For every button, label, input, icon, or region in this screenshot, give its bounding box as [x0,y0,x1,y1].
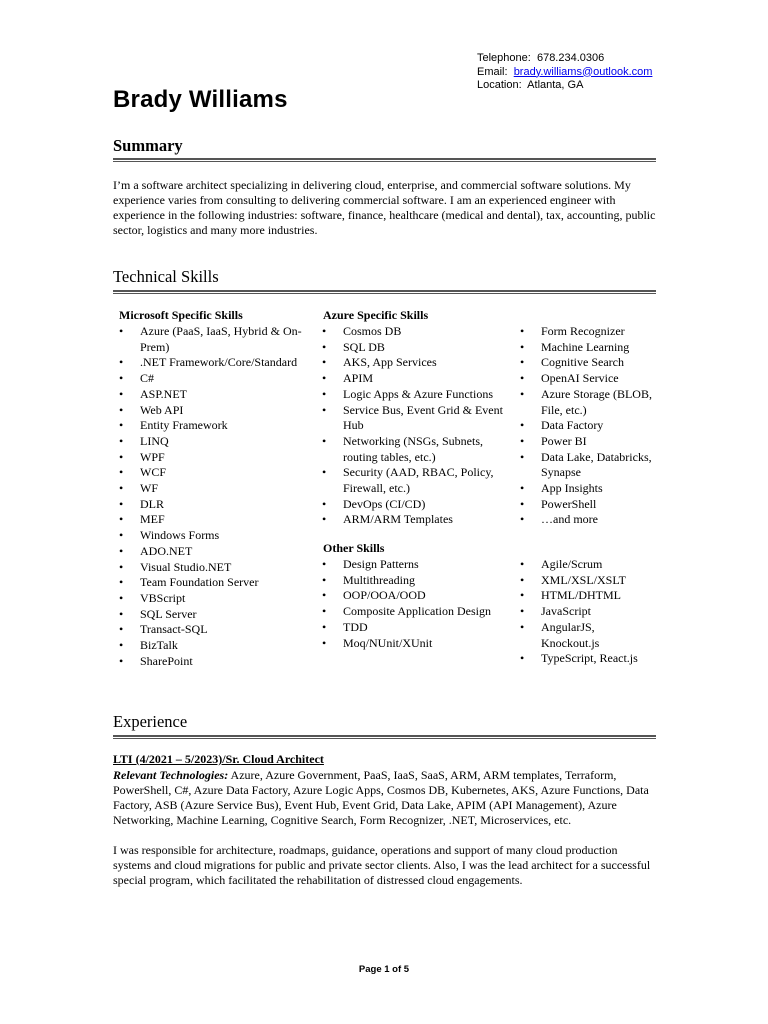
microsoft-skill-item: • WCF [117,465,312,481]
technical-skills-heading: Technical Skills [113,267,219,286]
telephone-line: Telephone: 678.234.0306 [477,52,605,64]
microsoft-skill-item: • DLR [117,497,312,513]
other-skill-item: • Agile/Scrum [518,557,648,573]
azure-skills-list-1 [320,324,510,528]
azure-skill-item: • App Insights [518,481,658,497]
microsoft-skill-item: • SQL Server [117,607,312,623]
job-title: LTI (4/2021 – 5/2023)/Sr. Cloud Architect [113,752,324,766]
azure-skill-item: • AKS, App Services [320,355,510,371]
microsoft-skill-item: • C# [117,371,312,387]
microsoft-skill-item: • ADO.NET [117,544,312,560]
relevant-technologies [113,768,658,828]
relevant-technologies-label: Relevant Technologies: [113,768,229,782]
other-skill-item: • TDD [320,620,515,636]
azure-skill-item: • Cognitive Search [518,355,658,371]
other-skill-item: • HTML/DHTML [518,588,648,604]
other-skills-list-1 [320,557,515,651]
page-number: Page 1 of 5 [358,964,410,975]
summary-divider [113,158,656,162]
azure-skill-item: • Logic Apps & Azure Functions [320,387,510,403]
microsoft-skill-item: • WPF [117,450,312,466]
azure-skill-item: • DevOps (CI/CD) [320,497,510,513]
other-skills-title: Other Skills [323,541,385,555]
other-skill-item: • Moq/NUnit/XUnit [320,636,515,652]
microsoft-skill-item: • Web API [117,403,312,419]
azure-skill-item: • Cosmos DB [320,324,510,340]
azure-skill-item: • Form Recognizer [518,324,658,340]
microsoft-skill-item: • Visual Studio.NET [117,560,312,576]
azure-skill-item: • SQL DB [320,340,510,356]
azure-skill-item: • Machine Learning [518,340,658,356]
other-skill-item: • Multithreading [320,573,515,589]
microsoft-skill-item: • .NET Framework/Core/Standard [117,355,312,371]
azure-skill-item: • Service Bus, Event Grid & Event Hub [320,403,510,434]
azure-skill-item: • Azure Storage (BLOB, File, etc.) [518,387,658,418]
azure-skills-list-2 [518,324,658,528]
azure-skill-item: • OpenAI Service [518,371,658,387]
other-skill-item: • Design Patterns [320,557,515,573]
microsoft-skill-item: • Entity Framework [117,418,312,434]
contact-block [477,52,652,93]
microsoft-skill-item: • WF [117,481,312,497]
other-skill-item: • JavaScript [518,604,648,620]
azure-skills-title: Azure Specific Skills [323,308,429,322]
email-line: Email: brady.williams@outlook.com [477,65,653,78]
experience-heading: Experience [113,712,188,731]
other-skills-list-2 [518,557,648,667]
candidate-name: Brady Williams [113,86,288,113]
skills-divider [113,290,656,294]
azure-skill-item: • PowerShell [518,497,658,513]
microsoft-skill-item: • Windows Forms [117,528,312,544]
microsoft-skill-item: • Team Foundation Server [117,575,312,591]
azure-skill-item: • ARM/ARM Templates [320,512,510,528]
microsoft-skills-list [117,324,312,669]
other-skill-item: • TypeScript, React.js [518,651,648,667]
microsoft-skill-item: • ASP.NET [117,387,312,403]
microsoft-skill-item: • Transact-SQL [117,622,312,638]
azure-skill-item: • Power BI [518,434,658,450]
microsoft-skill-item: • BizTalk [117,638,312,654]
experience-divider [113,735,656,739]
email-link[interactable]: brady.williams@outlook.com [513,65,653,78]
azure-skill-item: • APIM [320,371,510,387]
azure-skill-item: • …and more [518,512,658,528]
location-value: Atlanta, GA [527,79,584,91]
azure-skill-item: • Data Factory [518,418,658,434]
microsoft-skill-item: • SharePoint [117,654,312,670]
relevant-technologies-text: Azure, Azure Government, PaaS, IaaS, SaaS, ARM, ARM templates, Terraform, PowerShell, C#, Azure Data Factory, Azure Logic Apps, Cosmos DB, Kubernetes, AKS, Azure Functions, Data Factory, ASB (Azure Service Bus), Event Hub, Event Grid, Data Lake, APIM (API Management), Azure Networking, Machine Learning, Cognitive Search, Form Recognizer, .NET, Microservices, etc. [113,768,649,827]
azure-skill-item: • Data Lake, Databricks, Synapse [518,450,658,481]
other-skill-item: • Composite Application Design [320,604,515,620]
summary-heading: Summary [113,136,183,155]
summary-text: I’m a software architect specializing in delivering cloud, enterprise, and commercial software solutions. My experience varies from consulting to delivering commercial software. I am an experienced engineer with experience in the following industries: software, finance, healthcare (medical and dental), tax, accounting, public sector, logistics and many more industries. [113,178,656,237]
azure-skill-item: • Networking (NSGs, Subnets, routing tables, etc.) [320,434,510,465]
location-line: Location: Atlanta, GA [477,79,584,91]
job-description: I was responsible for architecture, roadmaps, guidance, operations and support of many cloud production systems and cloud migrations for public and private sector clients. Also, I was the lead architect for a successful special program, which facilitated the rehabilitation of distressed cloud engagements. [113,843,651,887]
microsoft-skill-item: • Azure (PaaS, IaaS, Hybrid & On-Prem) [117,324,312,355]
azure-skill-item: • Security (AAD, RBAC, Policy, Firewall, etc.) [320,465,510,496]
other-skill-item: • OOP/OOA/OOD [320,588,515,604]
microsoft-skills-title: Microsoft Specific Skills [119,308,243,322]
other-skill-item: • XML/XSL/XSLT [518,573,648,589]
other-skill-item: • AngularJS, Knockout.js [518,620,648,651]
microsoft-skill-item: • LINQ [117,434,312,450]
telephone-value: 678.234.0306 [536,52,605,64]
microsoft-skill-item: • VBScript [117,591,312,607]
microsoft-skill-item: • MEF [117,512,312,528]
